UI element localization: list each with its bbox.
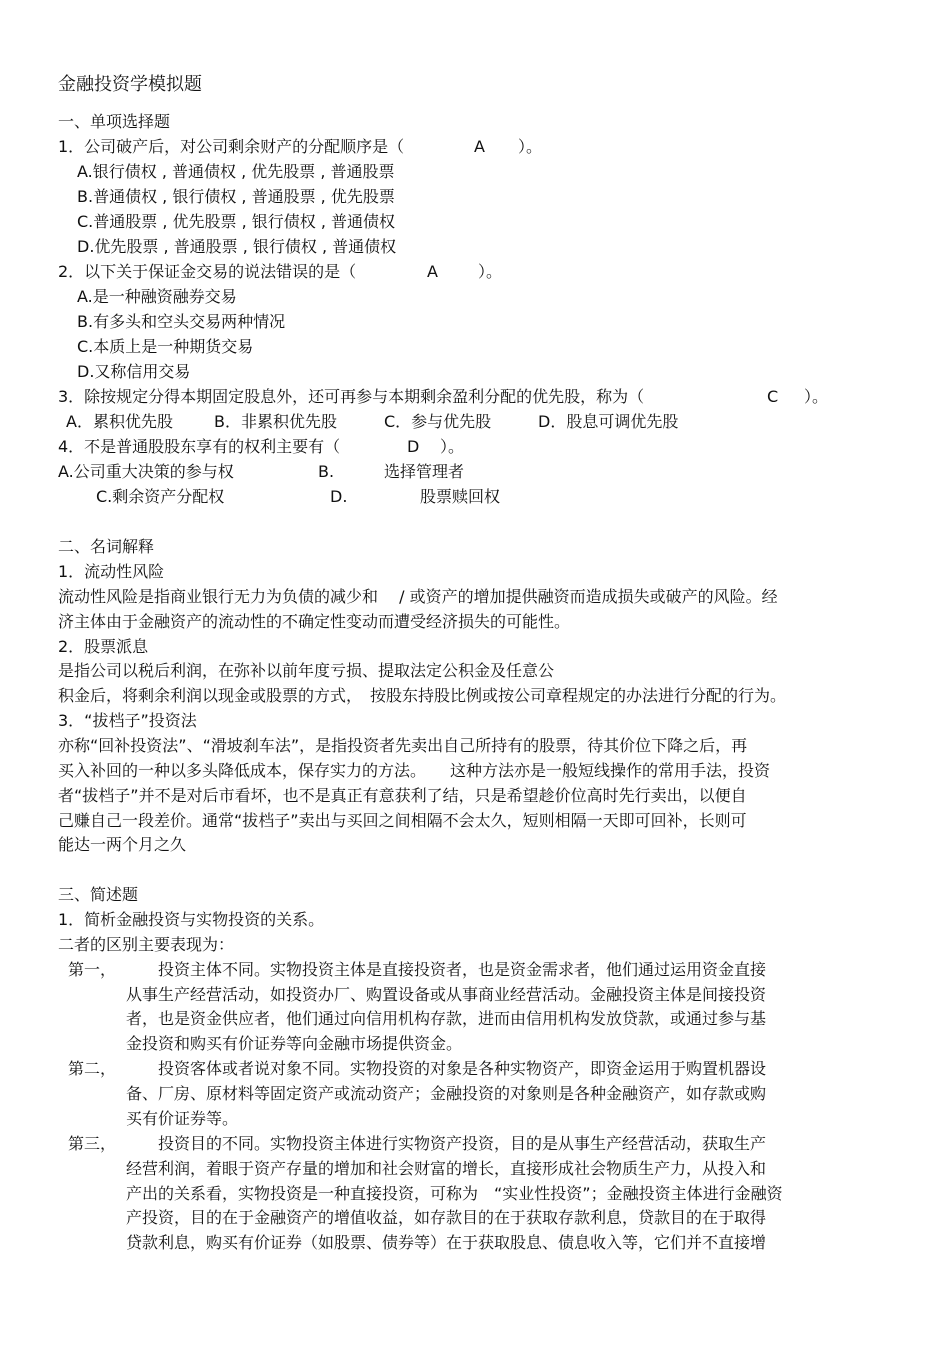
question-2-option: C.本质上是一种期货交易: [77, 337, 254, 356]
term-2-title: 2．股票派息: [58, 637, 149, 656]
question-4-stem: 4．不是普通股股东享有的权利主要有（: [58, 437, 341, 456]
question-1-tail: ）。: [518, 137, 543, 156]
question-4-option-a: A.公司重大决策的参与权: [58, 462, 234, 481]
term-3-text: 者“拔档子”并不是对后市看坏，也不是真正有意获利了结，只是希望趁价位高时先行卖出，以便自: [58, 786, 747, 805]
term-1-text: 济主体由于金融资产的流动性的不确定性变动而遭受经济损失的可能性。: [58, 612, 571, 631]
question-1-option: A.银行债权 , 普通债权 , 优先股票 , 普通股票: [77, 162, 395, 181]
question-1-stem: 1．公司破产后，对公司剩余财产的分配顺序是（: [58, 137, 405, 156]
term-1-text: 流动性风险是指商业银行无力为负债的减少和 / 或资产的增加提供融资而造成损失或破产的风险。经: [58, 587, 778, 606]
point-3-text: 产投资，目的在于金融资产的增值收益，如存款目的在于获取存款利息，贷款目的在于取得: [126, 1208, 767, 1227]
question-1-answer: A: [474, 137, 485, 156]
point-2-text: 备、厂房、原材料等固定资产或流动资产；金融投资的对象则是各种金融资产，如存款或购: [126, 1084, 767, 1103]
question-3-option-c: C．参与优先股: [384, 412, 492, 431]
point-3-text: 投资目的不同。实物投资主体进行实物资产投资，目的是从事生产经营活动，获取生产: [158, 1134, 767, 1153]
point-1-text: 金投资和购买有价证券等向金融市场提供资金。: [126, 1034, 463, 1053]
question-2-answer: A: [427, 262, 438, 281]
point-3-text: 产出的关系看，实物投资是一种直接投资，可称为 “实业性投资”；金融投资主体进行金融资: [126, 1184, 783, 1203]
term-3-text: 能达一两个月之久: [58, 835, 187, 854]
question-2-option: B.有多头和空头交易两种情况: [77, 312, 286, 331]
point-3-text: 贷款利息，购买有价证券（如股票、债券等）在于获取股息、债息收入等，它们并不直接增: [126, 1233, 767, 1252]
question-2-option: A.是一种融资融券交易: [77, 287, 237, 306]
point-3-text: 经营利润，着眼于资产存量的增加和社会财富的增长，直接形成社会物质生产力，从投入和: [126, 1159, 767, 1178]
question-4-answer: D: [407, 437, 420, 456]
question-3-tail: ）。: [804, 387, 829, 406]
point-2-label: 第二，: [68, 1059, 117, 1078]
document-title: 金融投资学模拟题: [58, 74, 202, 95]
short-answer-1-intro: 二者的区别主要表现为：: [58, 935, 235, 954]
question-1-option: B.普通债权 , 银行债权 , 普通股票 , 优先股票: [77, 187, 395, 206]
section-heading-short-answer: 三、简述题: [58, 885, 139, 904]
point-1-text: 投资主体不同。实物投资主体是直接投资者，也是资金需求者，他们通过运用资金直接: [158, 960, 767, 979]
term-3-text: 买入补回的一种以多头降低成本，保存实力的方法。 这种方法亦是一般短线操作的常用手法，投资: [58, 761, 771, 780]
term-3-title: 3．“拔档子”投资法: [58, 711, 197, 730]
point-1-text: 者，也是资金供应者，他们通过向信用机构存款，进而由信用机构发放贷款，或通过参与基: [126, 1009, 767, 1028]
term-2-text: 是指公司以税后利润，在弥补以前年度亏损、提取法定公积金及任意公: [58, 661, 555, 680]
question-4-option-c: C.剩余资产分配权: [96, 487, 225, 506]
question-3-option-d: D．股息可调优先股: [538, 412, 679, 431]
question-3-answer: C: [767, 387, 779, 406]
question-2-tail: ）。: [478, 262, 503, 281]
question-4-option-b-letter: B.: [318, 462, 335, 481]
question-3-option-a: A．累积优先股: [66, 412, 173, 431]
point-2-text: 买有价证券等。: [126, 1109, 239, 1128]
question-2-option: D.又称信用交易: [77, 362, 191, 381]
question-3-option-b: B．非累积优先股: [214, 412, 337, 431]
question-1-option: D.优先股票 , 普通股票 , 银行债权 , 普通债权: [77, 237, 397, 256]
point-2-text: 投资客体或者说对象不同。实物投资的对象是各种实物资产，即资金运用于购置机器设: [158, 1059, 767, 1078]
point-1-text: 从事生产经营活动，如投资办厂、购置设备或从事商业经营活动。金融投资主体是间接投资: [126, 985, 767, 1004]
point-1-label: 第一，: [68, 960, 117, 979]
section-heading-choice: 一、单项选择题: [58, 112, 171, 131]
question-4-option-d: 股票赎回权: [420, 487, 501, 506]
term-2-text: 积金后，将剩余利润以现金或股票的方式， 按股东持股比例或按公司章程规定的办法进行分配的行为。: [58, 686, 787, 705]
question-4-option-d-letter: D.: [330, 487, 348, 506]
question-4-tail: ）。: [440, 437, 465, 456]
short-answer-1-title: 1．简析金融投资与实物投资的关系。: [58, 910, 325, 929]
term-3-text: 己赚自己一段差价。通常“拔档子”卖出与买回之间相隔不会太久，短则相隔一天即可回补，长则可: [58, 811, 747, 830]
term-3-text: 亦称“回补投资法”、“滑坡刹车法”，是指投资者先卖出自己所持有的股票，待其价位下降之后，再: [58, 736, 748, 755]
term-1-title: 1．流动性风险: [58, 562, 165, 581]
question-4-option-b: 选择管理者: [384, 462, 465, 481]
point-3-label: 第三，: [68, 1134, 117, 1153]
section-heading-terms: 二、名词解释: [58, 537, 155, 556]
question-3-stem: 3．除按规定分得本期固定股息外，还可再参与本期剩余盈利分配的优先股，称为（: [58, 387, 645, 406]
question-1-option: C.普通股票 , 优先股票 , 银行债权 , 普通债权: [77, 212, 396, 231]
question-2-stem: 2．以下关于保证金交易的说法错误的是（: [58, 262, 357, 281]
